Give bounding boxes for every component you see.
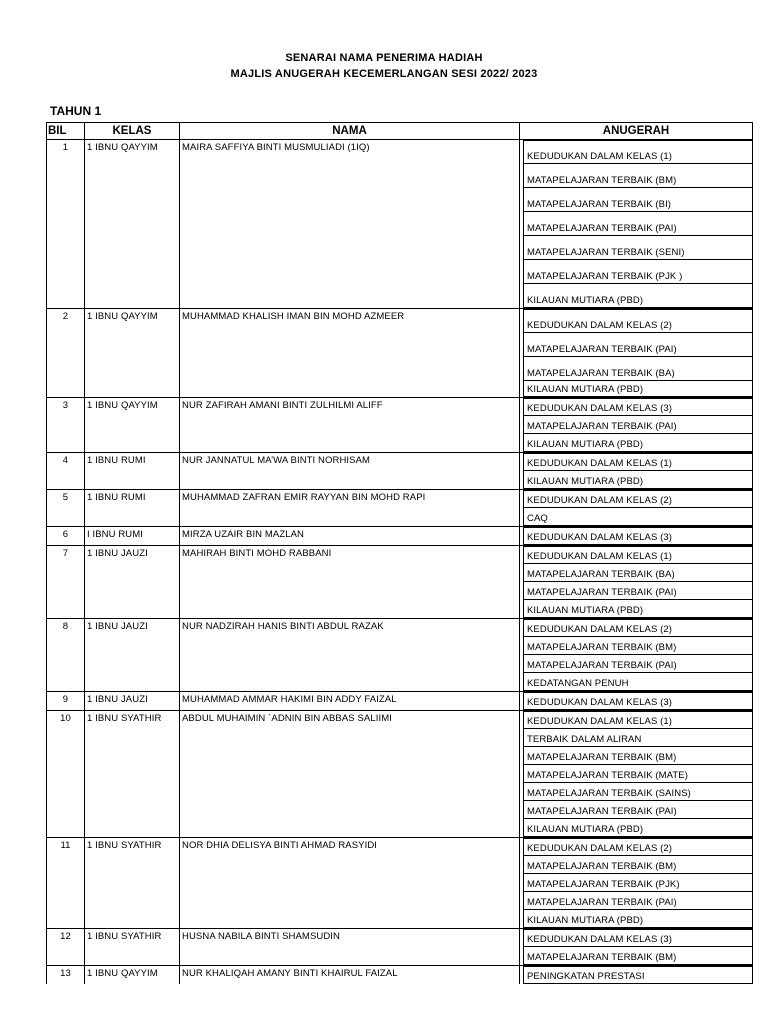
- cell-anugerah: [520, 838, 753, 857]
- award-label: KILAUAN MUTIARA (PBD): [523, 434, 753, 452]
- award-label: MATAPELAJARAN TERBAIK (SAINS): [523, 783, 753, 801]
- cell-nama: MUHAMMAD ZAFRAN EMIR RAYYAN BIN MOHD RAPI: [180, 490, 520, 527]
- award-label: KILAUAN MUTIARA (PBD): [523, 910, 753, 928]
- cell-anugerah: [520, 655, 753, 673]
- cell-anugerah: [520, 381, 753, 398]
- cell-kelas: 1 IBNU RUMI: [85, 490, 180, 527]
- award-label: MATAPELAJARAN TERBAIK (BA): [523, 564, 753, 582]
- award-label: KEDUDUKAN DALAM KELAS (2): [523, 490, 753, 508]
- table-row: [47, 527, 753, 546]
- cell-bil: 13: [47, 966, 85, 985]
- award-label: MATAPELAJARAN TERBAIK (BM): [523, 747, 753, 765]
- award-label: MATAPELAJARAN TERBAIK (PAI): [523, 655, 753, 673]
- award-label: KEDUDUKAN DALAM KELAS (3): [523, 398, 753, 416]
- cell-bil: 3: [47, 398, 85, 453]
- award-label: KEDUDUKAN DALAM KELAS (1): [523, 453, 753, 471]
- cell-anugerah: [520, 947, 753, 966]
- cell-bil: 8: [47, 619, 85, 692]
- award-table: [46, 122, 753, 984]
- cell-kelas: 1 IBNU JAUZI: [85, 619, 180, 692]
- award-label: KEDATANGAN PENUH: [523, 673, 753, 691]
- cell-anugerah: [520, 747, 753, 765]
- table-row: [47, 619, 753, 638]
- award-label: MATAPELAJARAN TERBAIK (PAI): [523, 801, 753, 819]
- cell-anugerah: [520, 416, 753, 434]
- cell-anugerah: [520, 333, 753, 357]
- award-label: MATAPELAJARAN TERBAIK (PJK): [523, 874, 753, 892]
- header-anugerah: ANUGERAH: [520, 123, 753, 140]
- cell-nama: NOR DHIA DELISYA BINTI AHMAD RASYIDI: [180, 838, 520, 929]
- cell-anugerah: [520, 801, 753, 819]
- cell-nama: HUSNA NABILA BINTI SHAMSUDIN: [180, 929, 520, 966]
- cell-anugerah: [520, 260, 753, 284]
- cell-anugerah: [520, 188, 753, 212]
- table-row: [47, 929, 753, 948]
- award-label: MATAPELAJARAN TERBAIK (PAI): [523, 212, 753, 236]
- table-row: [47, 692, 753, 711]
- cell-anugerah: [520, 692, 753, 711]
- table-row: [47, 140, 753, 165]
- cell-bil: 4: [47, 453, 85, 490]
- header-nama: NAMA: [180, 123, 520, 140]
- cell-bil: 11: [47, 838, 85, 929]
- award-label: KILAUAN MUTIARA (PBD): [523, 819, 753, 837]
- award-label: KEDUDUKAN DALAM KELAS (3): [523, 692, 753, 710]
- cell-anugerah: [520, 856, 753, 874]
- award-label: CAQ: [523, 508, 753, 526]
- cell-anugerah: [520, 619, 753, 638]
- cell-nama: MUHAMMAD AMMAR HAKIMI BIN ADDY FAIZAL: [180, 692, 520, 711]
- cell-nama: NUR ZAFIRAH AMANI BINTI ZULHILMI ALIFF: [180, 398, 520, 453]
- table-row: [47, 838, 753, 857]
- award-label: KILAUAN MUTIARA (PBD): [523, 381, 753, 397]
- cell-kelas: 1 IBNU QAYYIM: [85, 966, 180, 985]
- cell-kelas: 1 IBNU QAYYIM: [85, 309, 180, 398]
- section-heading: TAHUN 1: [50, 104, 102, 118]
- award-label: KEDUDUKAN DALAM KELAS (2): [523, 619, 753, 637]
- award-label: MATAPELAJARAN TERBAIK (MATE): [523, 765, 753, 783]
- header-kelas: KELAS: [85, 123, 180, 140]
- cell-anugerah: [520, 929, 753, 948]
- cell-bil: 10: [47, 711, 85, 838]
- award-label: KEDUDUKAN DALAM KELAS (2): [523, 838, 753, 856]
- header-bil: BIL: [47, 123, 85, 140]
- award-label: MATAPELAJARAN TERBAIK (PAI): [523, 333, 753, 357]
- cell-anugerah: [520, 527, 753, 546]
- award-label: MATAPELAJARAN TERBAIK (PAI): [523, 582, 753, 600]
- cell-bil: 6: [47, 527, 85, 546]
- award-label: KILAUAN MUTIARA (PBD): [523, 471, 753, 489]
- cell-anugerah: [520, 819, 753, 838]
- cell-nama: MAHIRAH BINTI MOHD RABBANI: [180, 546, 520, 619]
- cell-anugerah: [520, 673, 753, 692]
- cell-anugerah: [520, 284, 753, 309]
- cell-anugerah: [520, 453, 753, 472]
- cell-bil: 2: [47, 309, 85, 398]
- cell-anugerah: [520, 212, 753, 236]
- award-label: KEDUDUKAN DALAM KELAS (3): [523, 929, 753, 947]
- cell-anugerah: [520, 711, 753, 730]
- table-row: [47, 711, 753, 730]
- table-body: [47, 140, 753, 985]
- cell-kelas: 1 IBNU RUMI: [85, 453, 180, 490]
- award-label: KEDUDUKAN DALAM KELAS (1): [523, 140, 753, 164]
- page-subtitle: MAJLIS ANUGERAH KECEMERLANGAN SESI 2022/ 2023: [230, 68, 538, 80]
- cell-anugerah: [520, 471, 753, 490]
- cell-nama: NUR JANNATUL MA’WA BINTI NORHISAM: [180, 453, 520, 490]
- award-label: MATAPELAJARAN TERBAIK (PJK ): [523, 260, 753, 284]
- cell-anugerah: [520, 892, 753, 910]
- cell-nama: MUHAMMAD KHALISH IMAN BIN MOHD AZMEER: [180, 309, 520, 398]
- cell-anugerah: [520, 434, 753, 453]
- cell-anugerah: [520, 729, 753, 747]
- award-label: KEDUDUKAN DALAM KELAS (2): [523, 309, 753, 333]
- table-header-row: [47, 123, 753, 140]
- cell-nama: NUR NADZIRAH HANIS BINTI ABDUL RAZAK: [180, 619, 520, 692]
- cell-nama: MIRZA UZAIR BIN MAZLAN: [180, 527, 520, 546]
- cell-bil: 1: [47, 140, 85, 309]
- cell-anugerah: [520, 508, 753, 527]
- award-label: MATAPELAJARAN TERBAIK (BA): [523, 357, 753, 381]
- cell-anugerah: [520, 140, 753, 165]
- cell-anugerah: [520, 357, 753, 381]
- cell-kelas: 1 IBNU QAYYIM: [85, 398, 180, 453]
- award-label: PENINGKATAN PRESTASI: [523, 966, 753, 984]
- award-label: KILAUAN MUTIARA (PBD): [523, 284, 753, 308]
- award-label: MATAPELAJARAN TERBAIK (BM): [523, 637, 753, 655]
- cell-kelas: 1 IBNU JAUZI: [85, 692, 180, 711]
- award-label: TERBAIK DALAM ALIRAN: [523, 729, 753, 747]
- cell-kelas: I IBNU RUMI: [85, 527, 180, 546]
- award-label: MATAPELAJARAN TERBAIK (BI): [523, 188, 753, 212]
- cell-bil: 7: [47, 546, 85, 619]
- award-label: KILAUAN MUTIARA (PBD): [523, 600, 753, 618]
- cell-anugerah: [520, 546, 753, 565]
- table-row: [47, 309, 753, 334]
- award-label: MATAPELAJARAN TERBAIK (PAI): [523, 416, 753, 434]
- award-label: MATAPELAJARAN TERBAIK (PAI): [523, 892, 753, 910]
- cell-anugerah: [520, 874, 753, 892]
- award-label: MATAPELAJARAN TERBAIK (SENI): [523, 236, 753, 260]
- award-label: MATAPELAJARAN TERBAIK (BM): [523, 856, 753, 874]
- page-title: SENARAI NAMA PENERIMA HADIAH: [285, 52, 483, 64]
- cell-anugerah: [520, 490, 753, 509]
- cell-anugerah: [520, 564, 753, 582]
- award-label: MATAPELAJARAN TERBAIK (BM): [523, 164, 753, 188]
- cell-kelas: 1 IBNU QAYYIM: [85, 140, 180, 309]
- cell-anugerah: [520, 783, 753, 801]
- cell-kelas: 1 IBNU SYATHIR: [85, 838, 180, 929]
- cell-anugerah: [520, 398, 753, 417]
- table-row: [47, 398, 753, 417]
- table-row: [47, 490, 753, 509]
- cell-nama: NUR KHALIQAH AMANY BINTI KHAIRUL FAIZAL: [180, 966, 520, 985]
- cell-anugerah: [520, 966, 753, 985]
- cell-anugerah: [520, 582, 753, 600]
- cell-bil: 9: [47, 692, 85, 711]
- award-label: KEDUDUKAN DALAM KELAS (3): [523, 527, 753, 545]
- award-label: KEDUDUKAN DALAM KELAS (1): [523, 711, 753, 729]
- cell-bil: 5: [47, 490, 85, 527]
- cell-kelas: 1 IBNU JAUZI: [85, 546, 180, 619]
- cell-anugerah: [520, 637, 753, 655]
- table-row: [47, 453, 753, 472]
- table-row: [47, 546, 753, 565]
- table-row: [47, 966, 753, 985]
- cell-anugerah: [520, 236, 753, 260]
- cell-anugerah: [520, 164, 753, 188]
- cell-anugerah: [520, 765, 753, 783]
- cell-anugerah: [520, 309, 753, 334]
- cell-bil: 12: [47, 929, 85, 966]
- award-label: MATAPELAJARAN TERBAIK (BM): [523, 947, 753, 965]
- cell-kelas: 1 IBNU SYATHIR: [85, 711, 180, 838]
- cell-anugerah: [520, 600, 753, 619]
- cell-anugerah: [520, 910, 753, 929]
- award-label: KEDUDUKAN DALAM KELAS (1): [523, 546, 753, 564]
- cell-kelas: 1 IBNU SYATHIR: [85, 929, 180, 966]
- cell-nama: ABDUL MUHAIMIN `ADNIN BIN ABBAS SALIIMI: [180, 711, 520, 838]
- cell-nama: MAIRA SAFFIYA BINTI MUSMULIADI (1IQ): [180, 140, 520, 309]
